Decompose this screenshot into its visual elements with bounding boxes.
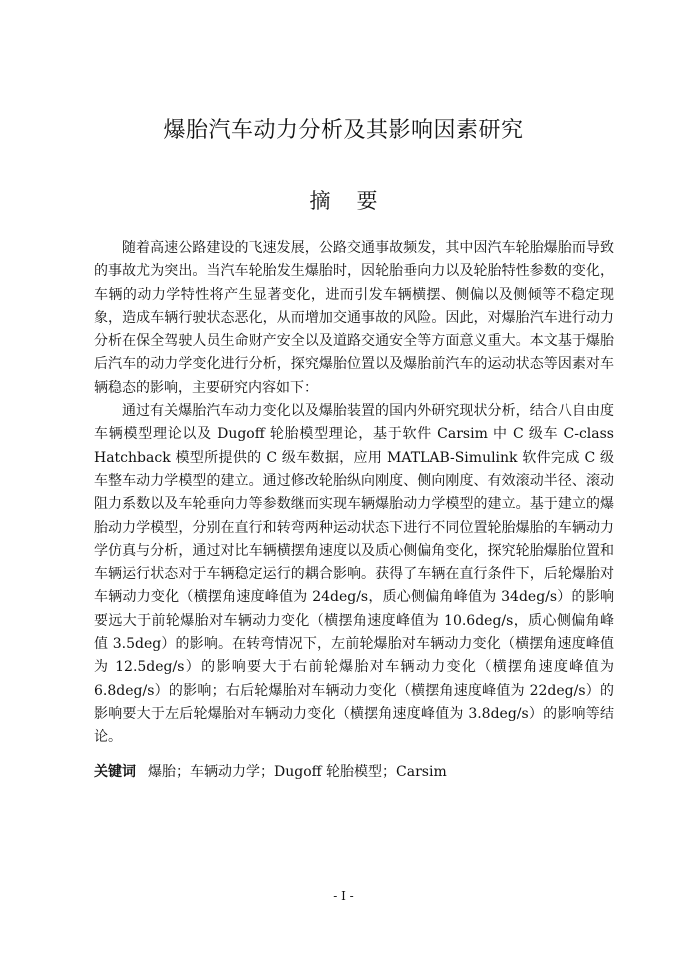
abstract-body bbox=[94, 237, 614, 750]
keywords-line bbox=[94, 761, 614, 784]
keywords-label: 关键词 bbox=[94, 764, 136, 780]
abstract-paragraph: 通过有关爆胎汽车动力变化以及爆胎装置的国内外研究现状分析，结合八自由度车辆模型理论以及 Dugoff 轮胎模型理论，基于软件 Carsim 中 C 级车 C-class Hatchback 模型所提供的 C 级车数据，应用 MATLAB-Simulink 软件完成 C 级车整车动力学模型的建立。通过修改轮胎纵向刚度、侧向刚度、有效滚动半径、滚动阻力系数以及车轮垂向力等参数继而实现车辆爆胎动力学模型的建立。基于建立的爆胎动力学模型，分别在直行和转弯两种运动状态下进行不同位置轮胎爆胎的车辆动力学仿真与分析，通过对比车辆横摆角速度以及质心侧偏角变化，探究轮胎爆胎位置和车辆运行状态对于车辆稳定运行的耦合影响。获得了车辆在直行条件下，后轮爆胎对车辆动力变化（横摆角速度峰值为 24deg/s，质心侧偏角峰值为 34deg/s）的影响要远大于前轮爆胎对车辆动力变化（横摆角速度峰值为 10.6deg/s，质心侧偏角峰值 3.5deg）的影响。在转弯情况下，左前轮爆胎对车辆动力变化（横摆角速度峰值为 12.5deg/s）的影响要大于右前轮爆胎对车辆动力变化（横摆角速度峰值为 6.8deg/s）的影响；右后轮爆胎对车辆动力变化（横摆角速度峰值为 22deg/s）的影响要大于左后轮爆胎对车辆动力变化（横摆角速度峰值为 3.8deg/s）的影响等结论。 bbox=[94, 403, 614, 746]
page-title: 爆胎汽车动力分析及其影响因素研究 bbox=[163, 118, 524, 143]
keywords-text: 爆胎；车辆动力学；Dugoff 轮胎模型；Carsim bbox=[148, 764, 447, 780]
abstract-paragraph: 随着高速公路建设的飞速发展，公路交通事故频发，其中因汽车轮胎爆胎而导致的事故尤为突出。当汽车轮胎发生爆胎时，因轮胎垂向力以及轮胎特性参数的变化，车辆的动力学特性将产生显著变化，进而引发车辆横摆、侧偏以及侧倾等不稳定现象，造成车辆行驶状态恶化，从而增加交通事故的风险。因此，对爆胎汽车进行动力分析在保全驾驶人员生命财产安全以及道路交通安全等方面意义重大。本文基于爆胎后汽车的动力学变化进行分析，探究爆胎位置以及爆胎前汽车的运动状态等因素对车辆稳态的影响，主要研究内容如下： bbox=[94, 240, 614, 396]
page-number: - I - bbox=[333, 889, 354, 903]
section-heading: 摘要 bbox=[309, 189, 404, 213]
